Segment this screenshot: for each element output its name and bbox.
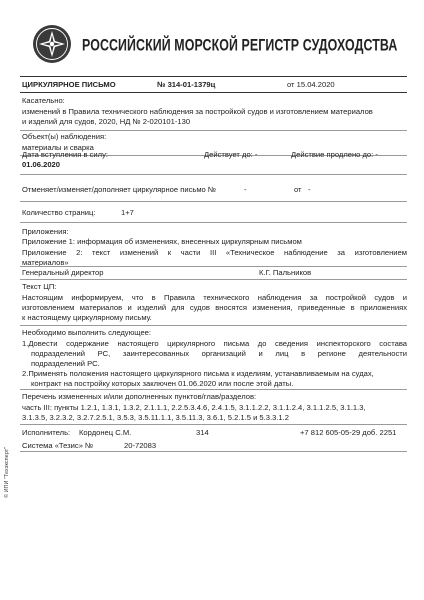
register-logo-icon [32, 24, 72, 64]
effective-date: 01.06.2020 [22, 160, 61, 169]
changed-items-label: Перечень измененных и/или дополненных пунктов/глав/разделов: [22, 392, 257, 401]
valid-until: Действует до: - [204, 150, 258, 159]
action-item-line: подразделений РС, заинтересованных организаций и лиц в регионе деятельности [31, 349, 407, 358]
subject-line: и изделий для судов, 2020, НД № 2-020101-130 [22, 117, 191, 126]
executor-name: Кордонец С.М. [79, 428, 132, 437]
effective-label: Дата вступления в силу: [22, 150, 108, 159]
header-divider [20, 76, 407, 77]
divider [20, 266, 407, 267]
divider [20, 279, 407, 280]
divider [20, 325, 407, 326]
signatory-position: Генеральный директор [22, 268, 104, 277]
executor-code: 314 [196, 428, 209, 437]
divider [20, 92, 407, 93]
actions-label: Необходимо выполнить следующее: [22, 328, 152, 337]
action-item-line: 2.Применять положения настоящего циркулярного письма к изделиям, устанавливаемым на судах, [22, 369, 374, 378]
action-item-line: контракт на постройку которых заключен 01.06.2020 или после этой даты. [31, 379, 294, 388]
action-item-line: подразделений РС. [31, 359, 100, 368]
appendix-item: материалов» [22, 258, 69, 267]
cancels-number: - [244, 185, 247, 194]
appendix-item: Приложение 2: текст изменений к части III «Техническое наблюдение за изготовлением [22, 248, 407, 257]
signatory-name: К.Г. Пальников [259, 268, 312, 277]
cancels-from-value: - [308, 185, 311, 194]
body-label: Текст ЦП: [22, 282, 57, 291]
side-copyright: © ИПИ "Техэксперт" [4, 446, 10, 498]
letter-type: ЦИРКУЛЯРНОЕ ПИСЬМО [22, 80, 116, 89]
body-line: изготовлением материалов и изделий для судов вносятся изменения, приведенные в приложениях [22, 303, 407, 312]
divider [20, 424, 407, 425]
appendices-label: Приложения: [22, 227, 69, 236]
pages-label: Количество страниц: [22, 208, 96, 217]
cancels-from-label: от [294, 185, 302, 194]
objects-value: материалы и сварка [22, 143, 94, 152]
action-item-line: 1.Довести содержание настоящего циркулярного письма до сведения инспекторского состава [22, 339, 407, 348]
pages-value: 1+7 [121, 208, 134, 217]
changed-items-line: 3.1.3.5, 3.2.3.2, 3.2.7.2.5.1, 3.5.3, 3.5.11.1.1, 3.5.11.3, 3.6.1, 5.2.1.5 и 5.3.3.1.2 [22, 413, 289, 422]
appendix-item: Приложение 1: информация об изменениях, внесенных циркулярным письмом [22, 237, 302, 246]
organization-name: РОССИЙСКИЙ МОРСКОЙ РЕГИСТР СУДОХОДСТВА [82, 35, 398, 55]
body-line: Настоящим информируем, что в Правила технического наблюдения за постройкой судов и [22, 293, 407, 302]
divider [20, 451, 407, 452]
divider [20, 222, 407, 223]
divider [20, 130, 407, 131]
extended-until: Действие продлено до: - [291, 150, 378, 159]
letter-number: № 314-01-1379ц [157, 80, 216, 89]
executor-label: Исполнитель: [22, 428, 71, 437]
divider [20, 389, 407, 390]
subject-line: изменений в Правила технического наблюдения за постройкой судов и изготовлением материалов [22, 107, 373, 116]
system-value: 20-72083 [124, 441, 157, 450]
letter-date: от 15.04.2020 [287, 80, 335, 89]
changed-items-line: часть III: пункты 1.2.1, 1.3.1, 1.3.2, 2.1.1.1, 2.2.5.3.4.6, 2.4.1.5, 3.1.1.2.2, 3.1.1.2.4, 3.1.1.2.5, 3.1.1.3, [22, 403, 366, 412]
cancels-label: Отменяет/изменяет/дополняет циркулярное письмо № [22, 185, 217, 194]
system-label: Система «Тезис» № [22, 441, 94, 450]
body-line: к настоящему циркулярному письму. [22, 313, 152, 322]
header [20, 18, 410, 70]
executor-phone: +7 812 605-05-29 доб. 2251 [300, 428, 397, 437]
divider [20, 201, 407, 202]
subject-label: Касательно: [22, 96, 65, 105]
objects-label: Объект(ы) наблюдения: [22, 132, 107, 141]
divider [20, 174, 407, 175]
